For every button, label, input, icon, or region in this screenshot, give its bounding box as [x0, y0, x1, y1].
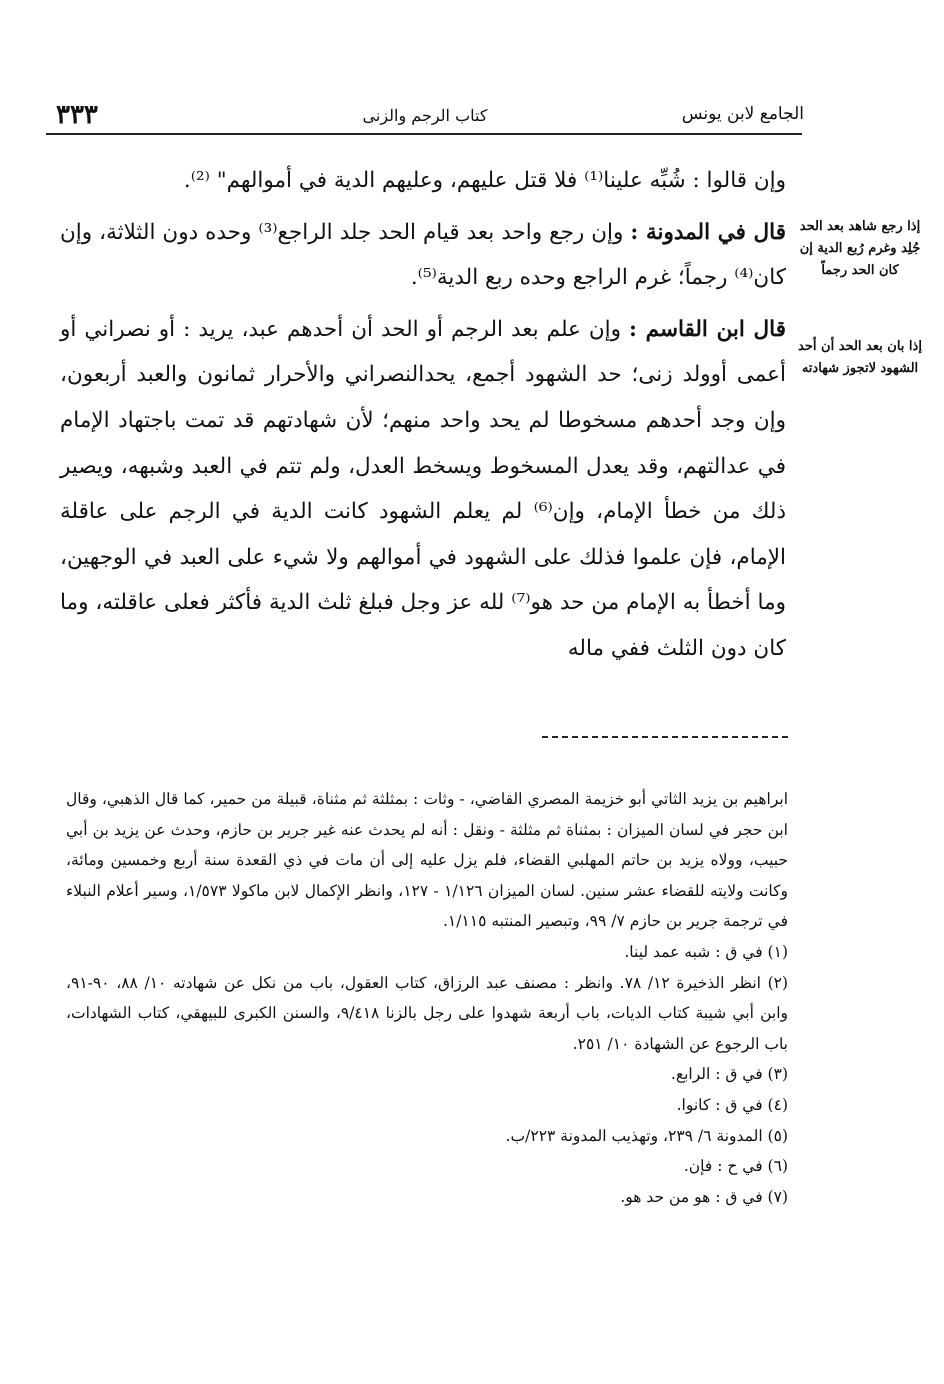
margin-note-2: إذا بان بعد الحد أن أحد الشهود لاتجوز شهادته — [798, 339, 922, 376]
footnote-item: (٧) في ق : هو من حد هو. — [620, 1187, 788, 1206]
footnote-item: (٤) في ق : كانوا. — [676, 1095, 788, 1114]
header-rule — [46, 133, 802, 135]
paragraph-2-lead: قال في المدونة : — [630, 219, 786, 245]
paragraph-2-body: وإن رجع واحد بعد قيام الحد جلد الراجع⁽³⁾ وحده دون الثلاثة، وإن كان⁽⁴⁾ رجماً؛ غرم الراجع وحده ربع الدية⁽⁵⁾. — [60, 219, 786, 291]
paragraph-1: وإن قالوا : شُبِّه علينا⁽¹⁾ فلا قتل عليهم، وعليهم الدية في أموالهم" ⁽²⁾. — [183, 168, 786, 193]
paragraph-3-body: وإن علم بعد الرجم أو الحد أن أحدهم عبد، يريد : أو نصراني أو أعمى أوولد زنى؛ حد الشهود أجمع، يحدالنصراني والأحرار ثمانون والعبد أربعون، وإن وجد أحدهم مسخوطا لم يحد واحد منهم؛ لأن شهادتهم قد تمت باجتهاد الإمام في عدالتهم، وقد يعدل المسخوط ويسخط العدل، ولم تتم في العبد وشبهه، ويصير ذلك من خطأ الإمام، وإن⁽⁶⁾ لم يعلم الشهود كانت الدية في الرجم على عاقلة الإمام، فإن علموا فذلك على الشهود في أموالهم ولا شيء على العبد في الوجهين، وما أخطأ به الإمام من حد هو⁽⁷⁾ لله عز وجل فبلغ ثلث الدية فأكثر فعلى عاقلته، وما كان دون الثلث ففي ماله — [60, 316, 787, 661]
footnote-item: (٦) في ح : فإن. — [683, 1157, 788, 1176]
footnotes — [66, 784, 788, 1212]
header-book-title: الجامع لابن يونس — [681, 104, 804, 124]
paragraph-2 — [60, 210, 786, 301]
footnote-item: (٣) في ق : الرابع. — [670, 1065, 788, 1084]
running-header — [40, 100, 804, 134]
paragraph-3 — [60, 307, 786, 672]
margin-note-1: إذا رجع شاهد بعد الحد جُلِد وغرم رُبع الدية إن كان الحد رجماً — [799, 219, 921, 278]
footnote-item: (١) في ق : شبه عمد لينا. — [624, 942, 788, 961]
footnote-continuation: ابراهيم بن يزيد الثاتي أبو خزيمة المصري القاضي، - وثات : بمثلثة ثم مثناة، قبيلة من حمير، كما قال الذهبي، وقال ابن حجر في لسان الميزان : بمثناة ثم مثلثة - ونقل : أنه لم يحدث عنه غير جرير بن حازم، وحدث عن يزيد بن أبي حبيب، وولاه يزيد بن حاتم المهلبي القضاء، فلم يزل عليه إلى أن مات في ذي القعدة سنة أربع وخمسين ومائة، وكانت ولايته للقضاء عشر سنين. لسان الميزان ١/١٢٦ - ١٢٧، وانظر الإكمال لابن ماكولا ١/٥٧٣، وسير أعلام النبلاء في ترجمة جرير بن حازم ٧/ ٩٩، وتبصير المنتبه ١/١١٥. — [66, 790, 789, 931]
footnote-item: (٢) انظر الذخيرة ١٢/ ٧٨. وانظر : مصنف عبد الرزاق، كتاب العقول، باب من نكل عن شهادته ١٠/ ٨٨، ٩٠-٩١، وابن أبي شيبة كتاب الديات، باب أربعة شهدوا على رجل بالزنا ٩/٤١٨، والسنن الكبرى للبيهقي، كتاب الشهادات، باب الرجوع عن الشهادة ١٠/ ٢٥١. — [66, 973, 789, 1053]
main-text — [60, 158, 786, 678]
header-chapter-title: كتاب الرجم والزنى — [362, 106, 488, 125]
footnote-separator — [542, 736, 788, 738]
paragraph-3-lead: قال ابن القاسم : — [629, 316, 786, 342]
footnote-item: (٥) المدونة ٦/ ٢٣٩، وتهذيب المدونة ٢٢٣/ب. — [505, 1126, 788, 1145]
page-number: ٣٣٣ — [56, 100, 98, 130]
